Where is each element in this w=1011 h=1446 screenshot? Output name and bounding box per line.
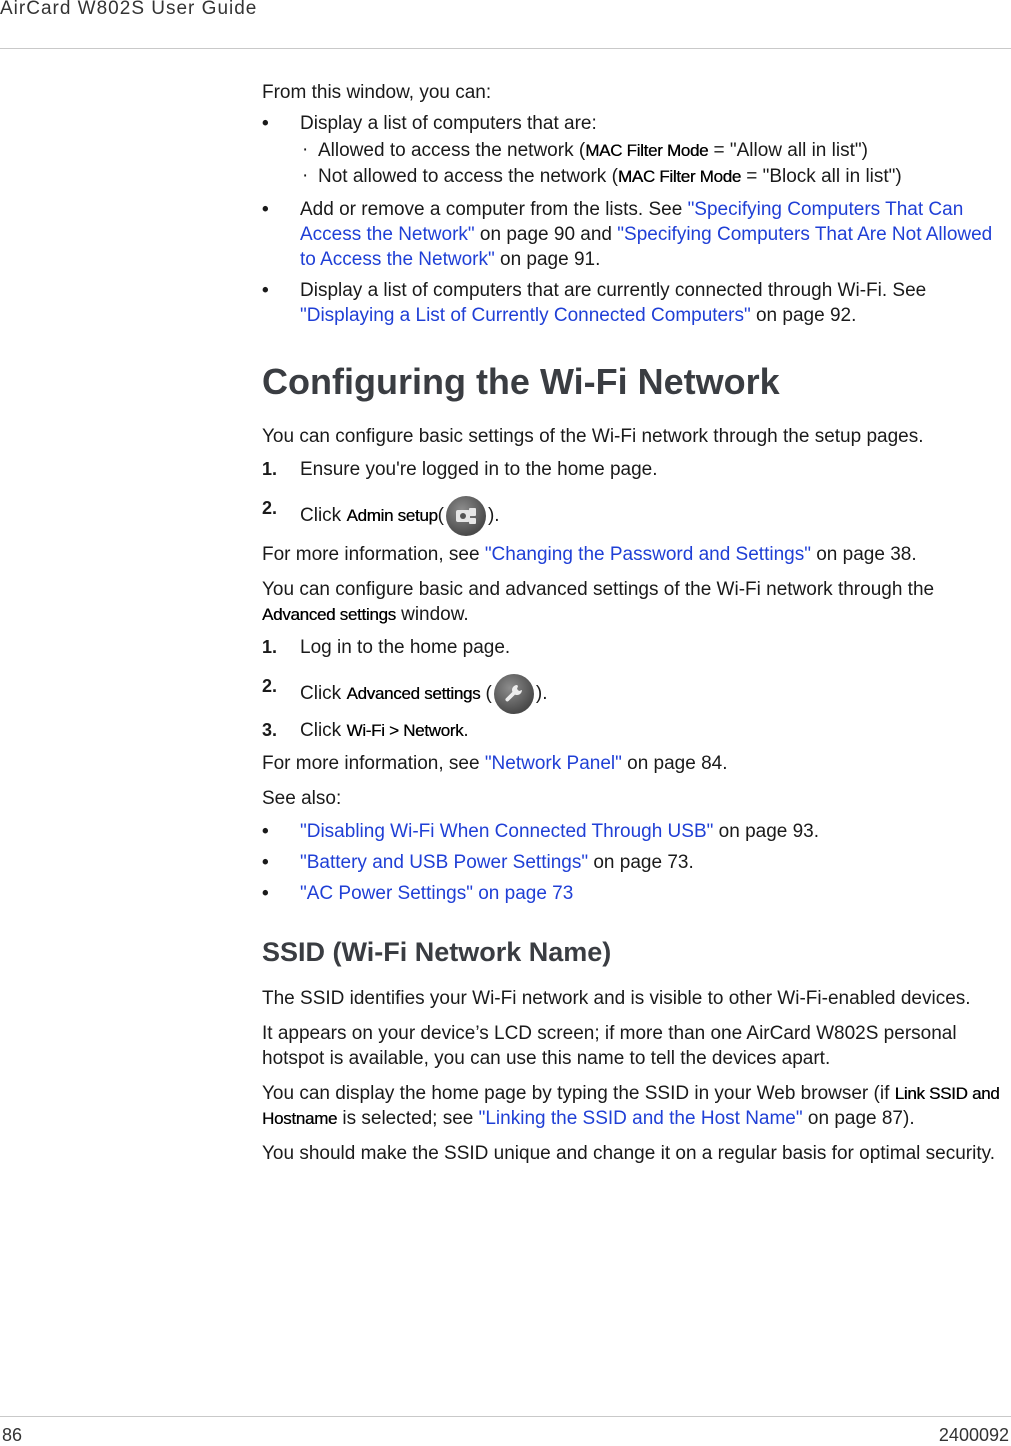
paragraph: You should make the SSID unique and change it on a regular basis for optimal security. — [262, 1143, 995, 1164]
step — [262, 635, 1002, 660]
step-text: . — [463, 720, 469, 741]
page-content — [262, 80, 1002, 1166]
ui-term: MAC Filter Mode — [617, 167, 741, 186]
cross-reference-link[interactable]: "Displaying a List of Currently Connected Computers" — [300, 305, 751, 326]
ui-term: Advanced settings — [346, 684, 481, 704]
step-text: ( — [437, 505, 444, 527]
step — [262, 718, 1002, 743]
cross-reference-link[interactable]: "Specifying Computers That Are Not Allowed to Access the Network" — [300, 224, 993, 270]
sub-bullet-dot: · — [302, 139, 309, 160]
ui-term: Admin setup — [346, 506, 438, 526]
bullet-dot: • — [262, 883, 269, 904]
step-text: Click — [300, 683, 347, 705]
paragraph — [262, 1081, 1002, 1131]
cross-reference-link[interactable]: "Disabling Wi-Fi When Connected Through USB" — [300, 821, 714, 842]
bullet-text: on page 93. — [713, 821, 820, 842]
step — [262, 496, 1002, 536]
paragraph-text: on page 38. — [810, 544, 917, 565]
page-header — [0, 0, 1011, 49]
paragraph: The SSID identifies your Wi-Fi network and is visible to other Wi-Fi-enabled devices. — [262, 988, 971, 1009]
cross-reference-link[interactable]: "Battery and USB Power Settings" — [300, 852, 589, 873]
step-number: 1. — [262, 637, 278, 657]
step-text: Log in to the home page. — [300, 637, 511, 658]
cross-reference-link[interactable]: "AC Power Settings" on page 73 — [300, 883, 574, 904]
bullet-dot: • — [262, 821, 269, 842]
cross-reference-link[interactable]: "Linking the SSID and the Host Name" — [478, 1108, 803, 1129]
list-item — [262, 819, 1002, 844]
sub-item-text: = "Allow all in list") — [708, 140, 868, 161]
ui-term: MAC Filter Mode — [585, 141, 709, 160]
paragraph-text: on page 87). — [802, 1108, 915, 1129]
paragraph — [262, 542, 1002, 567]
paragraph-text: For more information, see — [262, 753, 485, 774]
paragraph-text: For more information, see — [262, 544, 485, 565]
step-text: Click — [300, 720, 347, 741]
intro-lead: From this window, you can: — [262, 82, 492, 103]
sub-bullet-dot: · — [302, 165, 309, 186]
step-number: 2. — [262, 676, 278, 696]
bullet-text: on page 90 and — [474, 224, 618, 245]
bullet-text: on page 91. — [494, 249, 601, 270]
step-text: ). — [487, 505, 500, 527]
cross-reference-link[interactable]: "Network Panel" — [484, 753, 622, 774]
bullet-dot: • — [262, 852, 269, 873]
list-item — [262, 850, 1002, 875]
admin-setup-icon — [446, 496, 486, 536]
sub-item-text: Allowed to access the network ( — [318, 140, 586, 161]
step-text: ). — [535, 683, 548, 705]
step — [262, 457, 1002, 482]
cross-reference-link[interactable]: "Changing the Password and Settings" — [484, 544, 811, 565]
document-number: 2400092 — [938, 1425, 1009, 1445]
paragraph: You can configure basic settings of the Wi-Fi network through the setup pages. — [262, 426, 924, 447]
sub-list-item — [262, 138, 1002, 163]
bullet-text: Display a list of computers that are currently connected through Wi-Fi. See — [300, 280, 927, 301]
list-item — [262, 197, 1002, 272]
step — [262, 674, 1002, 714]
paragraph: It appears on your device’s LCD screen; if more than one AirCard W802S personal hotspot is available, you can use this name to tell the devices apart. — [262, 1023, 957, 1069]
bullet-dot: • — [262, 113, 269, 134]
section-heading: Configuring the Wi-Fi Network — [262, 361, 780, 402]
bullet-text: Add or remove a computer from the lists. See — [300, 199, 688, 220]
page-number: 86 — [2, 1425, 23, 1445]
sub-list-item — [262, 164, 1002, 189]
bullet-dot: • — [262, 280, 269, 301]
see-also-label: See also: — [262, 788, 342, 809]
page-footer — [0, 1416, 1011, 1443]
paragraph-text: window. — [395, 604, 469, 625]
document-title: AirCard W802S User Guide — [0, 0, 258, 19]
sub-item-text: = "Block all in list") — [740, 166, 902, 187]
step-number: 2. — [262, 498, 278, 518]
paragraph-text: is selected; see — [337, 1108, 479, 1129]
list-item — [262, 278, 1002, 328]
paragraph-text: on page 84. — [621, 753, 728, 774]
ui-term: Advanced settings — [262, 605, 396, 624]
bullet-text: Display a list of computers that are: — [300, 113, 597, 134]
paragraph-text: You can configure basic and advanced settings of the Wi-Fi network through the — [262, 579, 935, 600]
step-number: 1. — [262, 459, 278, 479]
list-item — [262, 111, 1002, 136]
step-text: Ensure you're logged in to the home page. — [300, 459, 658, 480]
bullet-text: on page 73. — [588, 852, 694, 873]
step-number: 3. — [262, 720, 278, 740]
sub-item-text: Not allowed to access the network ( — [318, 166, 618, 187]
wrench-icon — [494, 674, 534, 714]
ui-term: Link SSID and Hostname — [262, 1084, 1000, 1128]
ui-term: Wi-Fi > Network — [346, 721, 464, 740]
bullet-dot: • — [262, 199, 269, 220]
paragraph-text: You can display the home page by typing the SSID in your Web browser (if — [262, 1083, 895, 1104]
section-heading: SSID (Wi-Fi Network Name) — [262, 937, 612, 967]
paragraph — [262, 751, 1002, 776]
cross-reference-link[interactable]: "Specifying Computers That Can Access the Network" — [300, 199, 964, 245]
paragraph — [262, 577, 1002, 627]
step-text: ( — [480, 683, 492, 705]
step-text: Click — [300, 505, 347, 527]
list-item — [262, 881, 1002, 906]
bullet-text: on page 92. — [750, 305, 857, 326]
